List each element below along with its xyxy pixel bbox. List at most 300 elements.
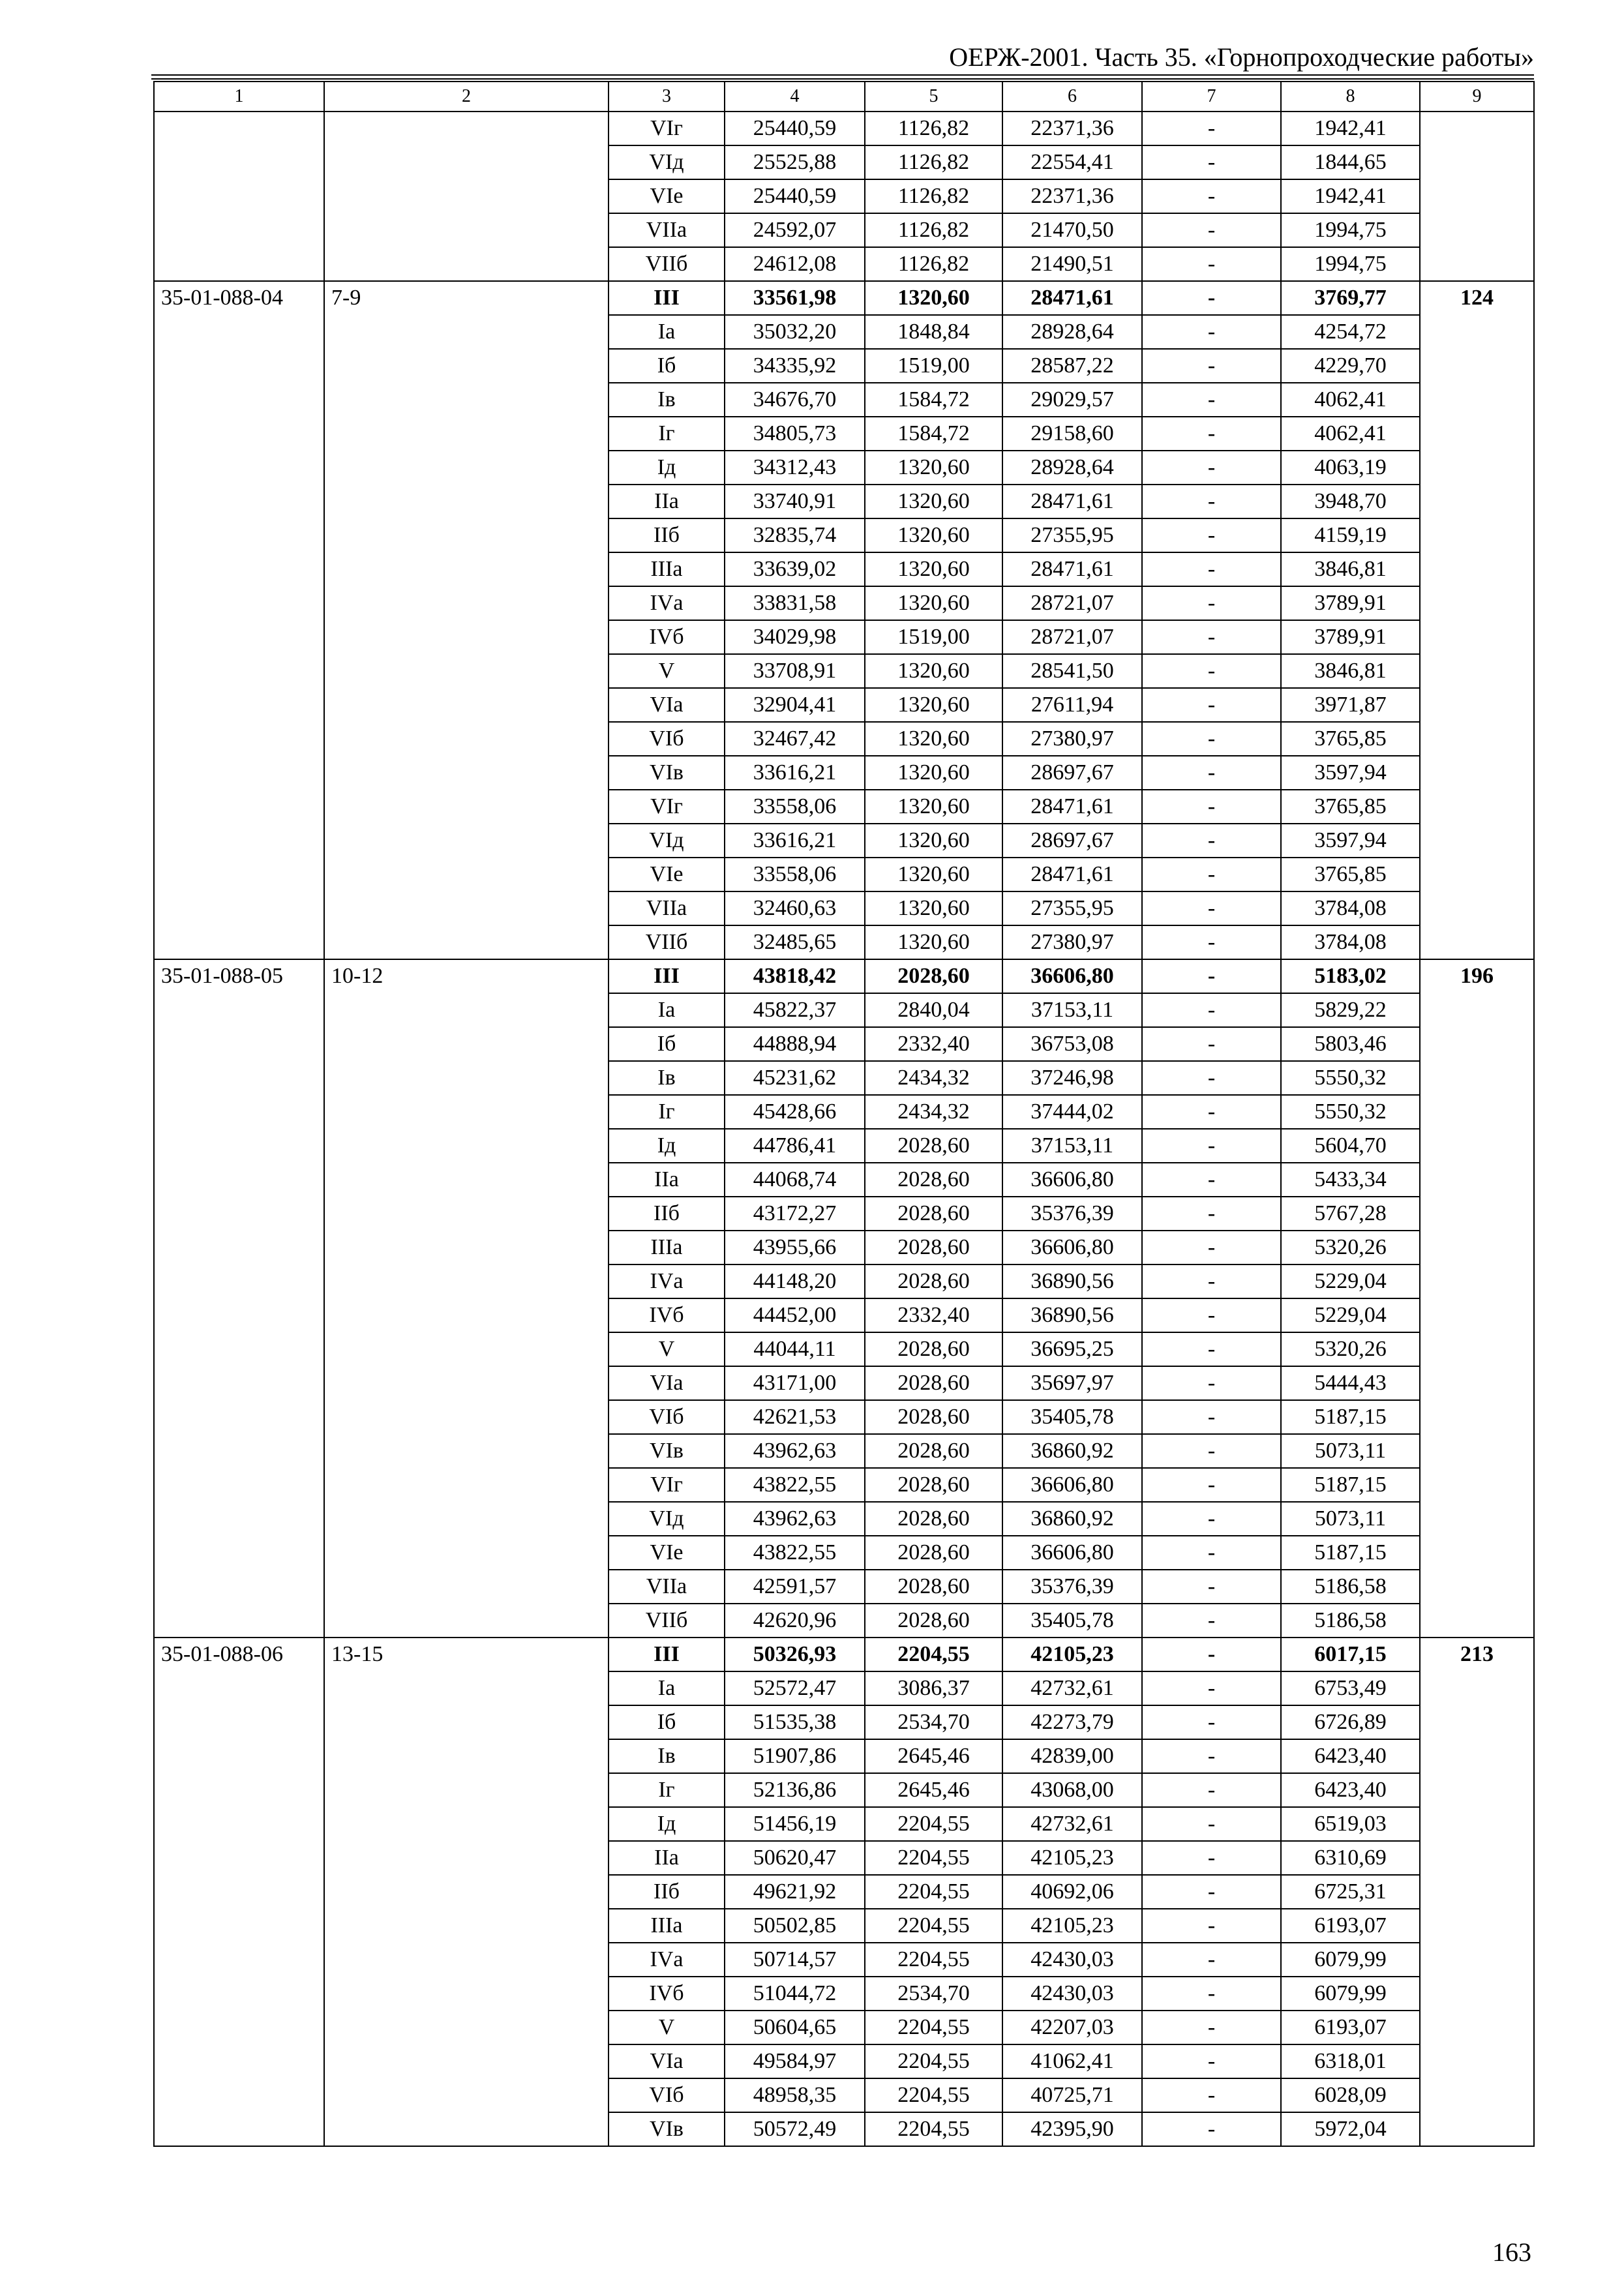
wages-cell: 2840,04 — [865, 993, 1002, 1027]
wages-cell: 2204,55 — [865, 1943, 1002, 1977]
total-cost-cell: 43962,63 — [725, 1434, 865, 1468]
column-number: 5 — [865, 82, 1002, 112]
wages-cell: 1584,72 — [865, 383, 1002, 417]
total-cost-cell: 42621,53 — [725, 1400, 865, 1434]
materials-cell: 3846,81 — [1281, 552, 1420, 586]
total-cost-cell: 25440,59 — [725, 112, 865, 145]
wages-machinists-cell: - — [1142, 417, 1281, 451]
machines-cell: 29158,60 — [1002, 417, 1142, 451]
materials-cell: 5186,58 — [1281, 1604, 1420, 1638]
machines-cell: 37246,98 — [1002, 1061, 1142, 1095]
machines-cell: 27380,97 — [1002, 722, 1142, 756]
machines-cell: 36890,56 — [1002, 1298, 1142, 1332]
total-cost-cell: 33616,21 — [725, 824, 865, 858]
wages-cell: 2645,46 — [865, 1773, 1002, 1807]
machines-cell: 41062,41 — [1002, 2044, 1142, 2078]
total-cost-cell: 42620,96 — [725, 1604, 865, 1638]
materials-cell: 4063,19 — [1281, 451, 1420, 485]
total-cost-cell: 51044,72 — [725, 1977, 865, 2011]
table-row — [154, 959, 1534, 993]
materials-cell: 6079,99 — [1281, 1977, 1420, 2011]
wages-cell: 2204,55 — [865, 2078, 1002, 2112]
materials-cell: 6193,07 — [1281, 1909, 1420, 1943]
machines-cell: 37153,11 — [1002, 993, 1142, 1027]
machines-cell: 27380,97 — [1002, 925, 1142, 959]
total-cost-cell: 50326,93 — [725, 1638, 865, 1671]
wages-machinists-cell: - — [1142, 620, 1281, 654]
wages-machinists-cell: - — [1142, 1909, 1281, 1943]
total-cost-cell: 32467,42 — [725, 722, 865, 756]
category-cell: VIв — [609, 2112, 725, 2146]
wages-cell: 1320,60 — [865, 688, 1002, 722]
wages-cell: 1126,82 — [865, 213, 1002, 247]
total-cost-cell: 43822,55 — [725, 1536, 865, 1570]
machines-cell: 36606,80 — [1002, 1231, 1142, 1264]
category-cell: Iг — [609, 1095, 725, 1129]
materials-cell: 5550,32 — [1281, 1061, 1420, 1095]
header-rule-top — [151, 74, 1534, 76]
category-cell: Iб — [609, 1027, 725, 1061]
category-cell: VIе — [609, 179, 725, 213]
table-row — [154, 112, 1534, 145]
labor-cell — [1420, 112, 1534, 281]
column-number: 2 — [324, 82, 609, 112]
machines-cell: 42839,00 — [1002, 1739, 1142, 1773]
wages-machinists-cell: - — [1142, 213, 1281, 247]
wages-cell: 2028,60 — [865, 1231, 1002, 1264]
total-cost-cell: 43955,66 — [725, 1231, 865, 1264]
machines-cell: 28721,07 — [1002, 586, 1142, 620]
category-cell: Iг — [609, 1773, 725, 1807]
total-cost-cell: 33831,58 — [725, 586, 865, 620]
wages-cell: 2028,60 — [865, 1366, 1002, 1400]
total-cost-cell: 34676,70 — [725, 383, 865, 417]
wages-cell: 2028,60 — [865, 1264, 1002, 1298]
materials-cell: 3765,85 — [1281, 722, 1420, 756]
category-cell: IIIа — [609, 552, 725, 586]
wages-machinists-cell: - — [1142, 1638, 1281, 1671]
materials-cell: 5187,15 — [1281, 1468, 1420, 1502]
wages-cell: 1320,60 — [865, 518, 1002, 552]
category-cell: III — [609, 1638, 725, 1671]
total-cost-cell: 51535,38 — [725, 1705, 865, 1739]
wages-cell: 1848,84 — [865, 315, 1002, 349]
materials-cell: 3784,08 — [1281, 891, 1420, 925]
wages-cell: 2028,60 — [865, 1163, 1002, 1197]
machines-cell: 37444,02 — [1002, 1095, 1142, 1129]
table-row — [154, 281, 1534, 315]
category-cell: V — [609, 2011, 725, 2044]
machines-cell: 28471,61 — [1002, 552, 1142, 586]
machines-cell: 28541,50 — [1002, 654, 1142, 688]
machines-cell: 28721,07 — [1002, 620, 1142, 654]
category-cell: VIг — [609, 1468, 725, 1502]
materials-cell: 4254,72 — [1281, 315, 1420, 349]
materials-cell: 3765,85 — [1281, 858, 1420, 891]
machines-cell: 35376,39 — [1002, 1570, 1142, 1604]
category-cell: VIIб — [609, 925, 725, 959]
wages-cell: 1320,60 — [865, 485, 1002, 518]
machines-cell: 42207,03 — [1002, 2011, 1142, 2044]
range-cell — [324, 112, 609, 281]
category-cell: IVб — [609, 620, 725, 654]
total-cost-cell: 44148,20 — [725, 1264, 865, 1298]
materials-cell: 3971,87 — [1281, 688, 1420, 722]
machines-cell: 28471,61 — [1002, 485, 1142, 518]
machines-cell: 35405,78 — [1002, 1400, 1142, 1434]
category-cell: VIIа — [609, 213, 725, 247]
total-cost-cell: 33558,06 — [725, 858, 865, 891]
wages-cell: 3086,37 — [865, 1671, 1002, 1705]
total-cost-cell: 49621,92 — [725, 1875, 865, 1909]
category-cell: IIа — [609, 485, 725, 518]
wages-machinists-cell: - — [1142, 1332, 1281, 1366]
materials-cell: 6726,89 — [1281, 1705, 1420, 1739]
machines-cell: 42105,23 — [1002, 1909, 1142, 1943]
materials-cell: 4229,70 — [1281, 349, 1420, 383]
total-cost-cell: 52572,47 — [725, 1671, 865, 1705]
machines-cell: 36890,56 — [1002, 1264, 1142, 1298]
category-cell: IVа — [609, 586, 725, 620]
machines-cell: 36695,25 — [1002, 1332, 1142, 1366]
wages-machinists-cell: - — [1142, 451, 1281, 485]
materials-cell: 6725,31 — [1281, 1875, 1420, 1909]
wages-cell: 2434,32 — [865, 1061, 1002, 1095]
wages-cell: 2534,70 — [865, 1705, 1002, 1739]
machines-cell: 42273,79 — [1002, 1705, 1142, 1739]
wages-machinists-cell: - — [1142, 858, 1281, 891]
total-cost-cell: 44888,94 — [725, 1027, 865, 1061]
materials-cell: 3769,77 — [1281, 281, 1420, 315]
materials-cell: 5320,26 — [1281, 1332, 1420, 1366]
column-number-row — [154, 82, 1534, 112]
wages-cell: 2028,60 — [865, 1536, 1002, 1570]
wages-machinists-cell: - — [1142, 925, 1281, 959]
materials-cell: 5229,04 — [1281, 1264, 1420, 1298]
materials-cell: 3846,81 — [1281, 654, 1420, 688]
category-cell: Iд — [609, 1807, 725, 1841]
wages-machinists-cell: - — [1142, 2011, 1281, 2044]
total-cost-cell: 34029,98 — [725, 620, 865, 654]
wages-machinists-cell: - — [1142, 1739, 1281, 1773]
total-cost-cell: 43822,55 — [725, 1468, 865, 1502]
total-cost-cell: 51456,19 — [725, 1807, 865, 1841]
total-cost-cell: 45822,37 — [725, 993, 865, 1027]
total-cost-cell: 33561,98 — [725, 281, 865, 315]
wages-cell: 2204,55 — [865, 2011, 1002, 2044]
materials-cell: 5187,15 — [1281, 1536, 1420, 1570]
machines-cell: 28471,61 — [1002, 858, 1142, 891]
column-number: 9 — [1420, 82, 1534, 112]
price-table-body — [154, 82, 1534, 2146]
machines-cell: 42430,03 — [1002, 1943, 1142, 1977]
page-number: 163 — [1492, 2237, 1531, 2267]
wages-cell: 2028,60 — [865, 959, 1002, 993]
total-cost-cell: 49584,97 — [725, 2044, 865, 2078]
category-cell: VIа — [609, 688, 725, 722]
total-cost-cell: 25440,59 — [725, 179, 865, 213]
wages-cell: 2028,60 — [865, 1502, 1002, 1536]
wages-machinists-cell: - — [1142, 1570, 1281, 1604]
wages-machinists-cell: - — [1142, 1671, 1281, 1705]
wages-cell: 2028,60 — [865, 1400, 1002, 1434]
machines-cell: 42395,90 — [1002, 2112, 1142, 2146]
category-cell: VIб — [609, 2078, 725, 2112]
wages-cell: 1126,82 — [865, 112, 1002, 145]
category-cell: Iа — [609, 1671, 725, 1705]
machines-cell: 36860,92 — [1002, 1502, 1142, 1536]
category-cell: IVб — [609, 1977, 725, 2011]
wages-machinists-cell: - — [1142, 1027, 1281, 1061]
category-cell: VIв — [609, 756, 725, 790]
machines-cell: 42105,23 — [1002, 1841, 1142, 1875]
materials-cell: 5320,26 — [1281, 1231, 1420, 1264]
category-cell: VIIб — [609, 1604, 725, 1638]
category-cell: IIа — [609, 1841, 725, 1875]
wages-machinists-cell: - — [1142, 1807, 1281, 1841]
wages-machinists-cell: - — [1142, 1502, 1281, 1536]
total-cost-cell: 34805,73 — [725, 417, 865, 451]
category-cell: VIд — [609, 824, 725, 858]
total-cost-cell: 45428,66 — [725, 1095, 865, 1129]
materials-cell: 3789,91 — [1281, 620, 1420, 654]
materials-cell: 1994,75 — [1281, 213, 1420, 247]
category-cell: VIе — [609, 1536, 725, 1570]
wages-cell: 2204,55 — [865, 2112, 1002, 2146]
materials-cell: 5187,15 — [1281, 1400, 1420, 1434]
total-cost-cell: 44044,11 — [725, 1332, 865, 1366]
materials-cell: 5803,46 — [1281, 1027, 1420, 1061]
wages-machinists-cell: - — [1142, 2112, 1281, 2146]
wages-machinists-cell: - — [1142, 552, 1281, 586]
column-number: 8 — [1281, 82, 1420, 112]
wages-machinists-cell: - — [1142, 586, 1281, 620]
materials-cell: 5604,70 — [1281, 1129, 1420, 1163]
category-cell: VIIа — [609, 891, 725, 925]
running-header: ОЕРЖ-2001. Часть 35. «Горнопроходческие работы» — [949, 42, 1534, 72]
materials-cell: 1844,65 — [1281, 145, 1420, 179]
machines-cell: 36606,80 — [1002, 1536, 1142, 1570]
wages-cell: 2028,60 — [865, 1332, 1002, 1366]
materials-cell: 3765,85 — [1281, 790, 1420, 824]
labor-cell: 213 — [1420, 1638, 1534, 2146]
total-cost-cell: 35032,20 — [725, 315, 865, 349]
category-cell: VIа — [609, 2044, 725, 2078]
machines-cell: 36606,80 — [1002, 959, 1142, 993]
total-cost-cell: 50572,49 — [725, 2112, 865, 2146]
category-cell: III — [609, 281, 725, 315]
total-cost-cell: 34335,92 — [725, 349, 865, 383]
materials-cell: 5550,32 — [1281, 1095, 1420, 1129]
total-cost-cell: 33639,02 — [725, 552, 865, 586]
wages-machinists-cell: - — [1142, 1366, 1281, 1400]
machines-cell: 27611,94 — [1002, 688, 1142, 722]
wages-machinists-cell: - — [1142, 1468, 1281, 1502]
column-number: 7 — [1142, 82, 1281, 112]
total-cost-cell: 43818,42 — [725, 959, 865, 993]
wages-cell: 2028,60 — [865, 1434, 1002, 1468]
category-cell: Iб — [609, 1705, 725, 1739]
materials-cell: 6079,99 — [1281, 1943, 1420, 1977]
total-cost-cell: 32904,41 — [725, 688, 865, 722]
materials-cell: 3948,70 — [1281, 485, 1420, 518]
materials-cell: 6310,69 — [1281, 1841, 1420, 1875]
category-cell: III — [609, 959, 725, 993]
wages-cell: 2332,40 — [865, 1027, 1002, 1061]
machines-cell: 22371,36 — [1002, 112, 1142, 145]
total-cost-cell: 25525,88 — [725, 145, 865, 179]
category-cell: Iб — [609, 349, 725, 383]
materials-cell: 6017,15 — [1281, 1638, 1420, 1671]
materials-cell: 6423,40 — [1281, 1773, 1420, 1807]
machines-cell: 36606,80 — [1002, 1468, 1142, 1502]
wages-machinists-cell: - — [1142, 756, 1281, 790]
materials-cell: 6753,49 — [1281, 1671, 1420, 1705]
category-cell: IVа — [609, 1264, 725, 1298]
machines-cell: 35405,78 — [1002, 1604, 1142, 1638]
category-cell: IVа — [609, 1943, 725, 1977]
total-cost-cell: 33740,91 — [725, 485, 865, 518]
total-cost-cell: 45231,62 — [725, 1061, 865, 1095]
wages-machinists-cell: - — [1142, 1264, 1281, 1298]
materials-cell: 1942,41 — [1281, 112, 1420, 145]
category-cell: Iв — [609, 1061, 725, 1095]
wages-machinists-cell: - — [1142, 790, 1281, 824]
wages-cell: 1320,60 — [865, 451, 1002, 485]
wages-machinists-cell: - — [1142, 2044, 1281, 2078]
materials-cell: 4062,41 — [1281, 383, 1420, 417]
wages-machinists-cell: - — [1142, 891, 1281, 925]
machines-cell: 42732,61 — [1002, 1807, 1142, 1841]
category-cell: Iг — [609, 417, 725, 451]
materials-cell: 5433,34 — [1281, 1163, 1420, 1197]
total-cost-cell: 50604,65 — [725, 2011, 865, 2044]
range-cell: 10-12 — [324, 959, 609, 1638]
category-cell: Iа — [609, 315, 725, 349]
wages-cell: 2028,60 — [865, 1604, 1002, 1638]
category-cell: VIд — [609, 1502, 725, 1536]
wages-cell: 1320,60 — [865, 722, 1002, 756]
category-cell: IIIа — [609, 1231, 725, 1264]
materials-cell: 3789,91 — [1281, 586, 1420, 620]
wages-machinists-cell: - — [1142, 1095, 1281, 1129]
category-cell: VIIа — [609, 1570, 725, 1604]
machines-cell: 28928,64 — [1002, 451, 1142, 485]
machines-cell: 21470,50 — [1002, 213, 1142, 247]
materials-cell: 5767,28 — [1281, 1197, 1420, 1231]
machines-cell: 36753,08 — [1002, 1027, 1142, 1061]
machines-cell: 27355,95 — [1002, 518, 1142, 552]
materials-cell: 6028,09 — [1281, 2078, 1420, 2112]
wages-cell: 1519,00 — [865, 349, 1002, 383]
category-cell: Iа — [609, 993, 725, 1027]
wages-machinists-cell: - — [1142, 1536, 1281, 1570]
wages-machinists-cell: - — [1142, 1061, 1281, 1095]
total-cost-cell: 24612,08 — [725, 247, 865, 281]
wages-cell: 2028,60 — [865, 1468, 1002, 1502]
wages-machinists-cell: - — [1142, 179, 1281, 213]
wages-cell: 1320,60 — [865, 891, 1002, 925]
column-number: 6 — [1002, 82, 1142, 112]
category-cell: IIб — [609, 1875, 725, 1909]
materials-cell: 3784,08 — [1281, 925, 1420, 959]
labor-cell: 124 — [1420, 281, 1534, 959]
wages-machinists-cell: - — [1142, 722, 1281, 756]
wages-machinists-cell: - — [1142, 1434, 1281, 1468]
materials-cell: 4062,41 — [1281, 417, 1420, 451]
machines-cell: 28471,61 — [1002, 790, 1142, 824]
wages-machinists-cell: - — [1142, 1163, 1281, 1197]
wages-machinists-cell: - — [1142, 349, 1281, 383]
wages-cell: 1320,60 — [865, 756, 1002, 790]
machines-cell: 21490,51 — [1002, 247, 1142, 281]
total-cost-cell: 51907,86 — [725, 1739, 865, 1773]
materials-cell: 6519,03 — [1281, 1807, 1420, 1841]
materials-cell: 1942,41 — [1281, 179, 1420, 213]
wages-cell: 1320,60 — [865, 654, 1002, 688]
wages-cell: 2534,70 — [865, 1977, 1002, 2011]
machines-cell: 29029,57 — [1002, 383, 1142, 417]
total-cost-cell: 32460,63 — [725, 891, 865, 925]
wages-cell: 2645,46 — [865, 1739, 1002, 1773]
labor-cell: 196 — [1420, 959, 1534, 1638]
wages-machinists-cell: - — [1142, 2078, 1281, 2112]
materials-cell: 5186,58 — [1281, 1570, 1420, 1604]
machines-cell: 28697,67 — [1002, 756, 1142, 790]
category-cell: VIв — [609, 1434, 725, 1468]
wages-cell: 1320,60 — [865, 824, 1002, 858]
range-cell: 13-15 — [324, 1638, 609, 2146]
total-cost-cell: 43962,63 — [725, 1502, 865, 1536]
wages-cell: 2204,55 — [865, 1841, 1002, 1875]
price-code-cell: 35-01-088-04 — [154, 281, 324, 959]
category-cell: Iд — [609, 1129, 725, 1163]
machines-cell: 42732,61 — [1002, 1671, 1142, 1705]
total-cost-cell: 43171,00 — [725, 1366, 865, 1400]
category-cell: VIе — [609, 858, 725, 891]
wages-machinists-cell: - — [1142, 281, 1281, 315]
machines-cell: 42430,03 — [1002, 1977, 1142, 2011]
machines-cell: 22371,36 — [1002, 179, 1142, 213]
category-cell: VIг — [609, 790, 725, 824]
category-cell: IIб — [609, 518, 725, 552]
materials-cell: 5972,04 — [1281, 2112, 1420, 2146]
total-cost-cell: 33558,06 — [725, 790, 865, 824]
wages-cell: 2204,55 — [865, 1638, 1002, 1671]
machines-cell: 28928,64 — [1002, 315, 1142, 349]
wages-cell: 1320,60 — [865, 858, 1002, 891]
materials-cell: 5444,43 — [1281, 1366, 1420, 1400]
machines-cell: 28471,61 — [1002, 281, 1142, 315]
machines-cell: 42105,23 — [1002, 1638, 1142, 1671]
price-table — [153, 81, 1535, 2147]
wages-machinists-cell: - — [1142, 247, 1281, 281]
wages-machinists-cell: - — [1142, 993, 1281, 1027]
total-cost-cell: 48958,35 — [725, 2078, 865, 2112]
wages-cell: 2204,55 — [865, 1807, 1002, 1841]
wages-cell: 2204,55 — [865, 1909, 1002, 1943]
wages-machinists-cell: - — [1142, 1231, 1281, 1264]
total-cost-cell: 43172,27 — [725, 1197, 865, 1231]
wages-machinists-cell: - — [1142, 112, 1281, 145]
wages-cell: 1519,00 — [865, 620, 1002, 654]
column-number: 1 — [154, 82, 324, 112]
materials-cell: 5183,02 — [1281, 959, 1420, 993]
wages-machinists-cell: - — [1142, 1875, 1281, 1909]
wages-cell: 2434,32 — [865, 1095, 1002, 1129]
category-cell: V — [609, 654, 725, 688]
column-number: 4 — [725, 82, 865, 112]
